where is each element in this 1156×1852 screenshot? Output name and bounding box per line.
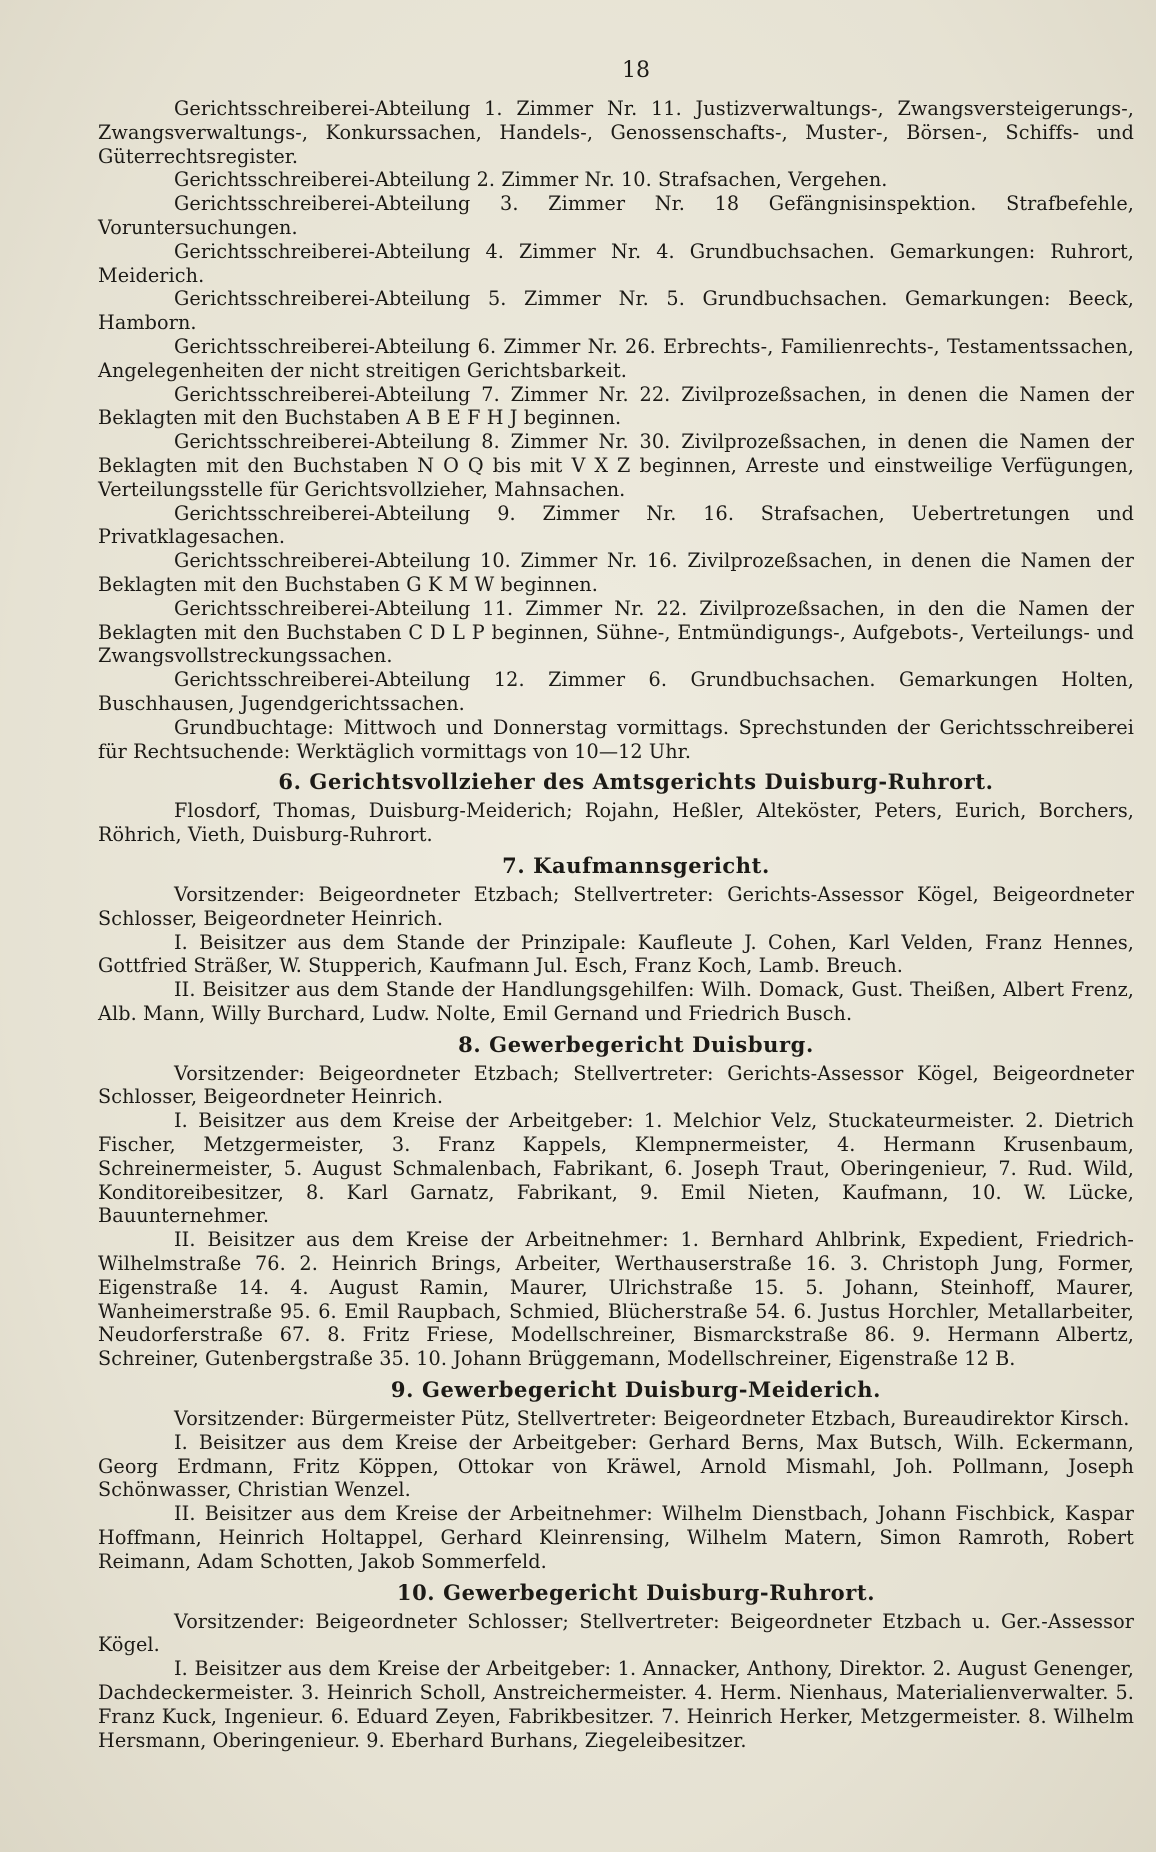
- paragraph: I. Beisitzer aus dem Kreise der Arbeitgeber: 1. Melchior Velz, Stuckateurmeister. 2. Dietrich Fischer, Metzgermeister, 3. Franz Kappels, Klempnermeister, 4. Hermann Krusenbaum, Schreinermeister, 5. August Schmalenbach, Fabrikant, 6. Joseph Traut, Oberingenieur, 7. Rud. Wild, Konditoreibesitzer, 8. Karl Garnatz, Fabrikant, 9. Emil Nieten, Kaufmann, 10. W. Lücke, Bauunternehmer.: [98, 1109, 1134, 1228]
- paragraph: Gerichtsschreiberei-Abteilung 2. Zimmer Nr. 10. Strafsachen, Vergehen.: [174, 168, 888, 192]
- paragraph: II. Beisitzer aus dem Kreise der Arbeitnehmer: Wilhelm Dienstbach, Johann Fischbick, Kaspar Hoffmann, Heinrich Holtappel, Gerhard Kleinrensing, Wilhelm Matern, Simon Ramroth, Robert Reimann, Adam Schotten, Jakob Sommerfeld.: [98, 1502, 1134, 1573]
- paragraph: Vorsitzender: Beigeordneter Schlosser; Stellvertreter: Beigeordneter Etzbach u. Ger.-Assessor Kögel.: [98, 1609, 1134, 1657]
- paragraph: Gerichtsschreiberei-Abteilung 12. Zimmer 6. Grundbuchsachen. Gemarkungen Holten, Buschhausen, Jugendgerichtssachen.: [98, 668, 1134, 715]
- paragraph: Flosdorf, Thomas, Duisburg-Meiderich; Rojahn, Heßler, Alteköster, Peters, Eurich, Borchers, Röhrich, Vieth, Duisburg-Ruhrort.: [98, 799, 1134, 847]
- paragraph: Gerichtsschreiberei-Abteilung 5. Zimmer Nr. 5. Grundbuchsachen. Gemarkungen: Beeck, Hamborn.: [98, 287, 1134, 335]
- paragraph: I. Beisitzer aus dem Kreise der Arbeitgeber: 1. Annacker, Anthony, Direktor. 2. August Genenger, Dachdeckermeister. 3. Heinrich Scholl, Anstreichermeister. 4. Herm. Nienhaus, Materialienverwalter. 5. Franz Kuck, Ingenieur. 6. Eduard Zeyen, Fabrikbesitzer. 7. Heinrich Herker, Metzgermeister. 8. Wilhelm Hersmann, Oberingenieur. 9. Eberhard Burhans, Ziegeleibesitzer.: [98, 1657, 1134, 1752]
- paragraph: I. Beisitzer aus dem Stande der Prinzipale: Kaufleute J. Cohen, Karl Velden, Franz Hennes, Gottfried Sträßer, W. Stupperich, Kaufmann Jul. Esch, Franz Koch, Lamb. Breuch.: [98, 930, 1134, 978]
- section-heading-gewerbegericht-ruhrort: 10. Gewerbegericht Duisburg-Ruhrort.: [396, 1579, 876, 1605]
- paragraph: II. Beisitzer aus dem Stande der Handlungsgehilfen: Wilh. Domack, Gust. Theißen, Albert Frenz, Alb. Mann, Willy Burchard, Ludw. Nolte, Emil Gernand und Friedrich Busch.: [98, 978, 1134, 1025]
- section-heading-kaufmannsgericht: 7. Kaufmannsgericht.: [502, 852, 770, 878]
- paragraph: Gerichtsschreiberei-Abteilung 7. Zimmer Nr. 22. Zivilprozeßsachen, in denen die Namen der Beklagten mit den Buchstaben A B E F H J beginnen.: [98, 382, 1134, 430]
- page-number: 18: [622, 58, 650, 83]
- section-heading-gewerbegericht-duisburg: 8. Gewerbegericht Duisburg.: [458, 1031, 814, 1057]
- paragraph: Vorsitzender: Beigeordneter Etzbach; Stellvertreter: Gerichts-Assessor Kögel, Beigeordneter Schlosser, Beigeordneter Heinrich.: [98, 1061, 1134, 1109]
- paragraph: Gerichtsschreiberei-Abteilung 3. Zimmer Nr. 18 Gefängnisinspektion. Strafbefehle, Voruntersuchungen.: [98, 192, 1134, 239]
- paragraph: Gerichtsschreiberei-Abteilung 8. Zimmer Nr. 30. Zivilprozeßsachen, in denen die Namen der Beklagten mit den Buchstaben N O Q bis mit V X Z beginnen, Arreste und einstweilige Verfügungen, Verteilungsstelle für Gerichtsvollzieher, Mahnsachen.: [98, 430, 1134, 501]
- paragraph: Grundbuchtage: Mittwoch und Donnerstag vormittags. Sprechstunden der Gerichtsschreiberei für Rechtsuchende: Werktäglich vormittags von 10—12 Uhr.: [98, 715, 1134, 763]
- section-heading-gewerbegericht-meiderich: 9. Gewerbegericht Duisburg-Meiderich.: [390, 1377, 882, 1403]
- paragraph: Gerichtsschreiberei-Abteilung 11. Zimmer Nr. 22. Zivilprozeßsachen, in den die Namen der Beklagten mit den Buchstaben C D L P beginnen, Sühne-, Entmündigungs-, Aufgebots-, Verteilungs- und Zwangsvollstreckungssachen.: [98, 596, 1134, 668]
- paragraph: Vorsitzender: Bürgermeister Pütz, Stellvertreter: Beigeordneter Etzbach, Bureaudirektor Kirsch.: [174, 1407, 1130, 1431]
- section-heading-gerichtsvollzieher: 6. Gerichtsvollzieher des Amtsgerichts Duisburg-Ruhrort.: [278, 769, 994, 795]
- paragraph: Gerichtsschreiberei-Abteilung 1. Zimmer Nr. 11. Justizverwaltungs-, Zwangsversteigerungs-, Zwangsverwaltungs-, Konkurssachen, Handels-, Genossenschafts-, Muster-, Börsen-, Schiffs- und Güterrechtsregister.: [98, 97, 1134, 168]
- paragraph: I. Beisitzer aus dem Kreise der Arbeitgeber: Gerhard Berns, Max Butsch, Wilh. Eckermann, Georg Erdmann, Fritz Köppen, Ottokar von Kräwel, Arnold Mismahl, Joh. Pollmann, Joseph Schönwasser, Christian Wenzel.: [98, 1430, 1134, 1502]
- paragraph: Gerichtsschreiberei-Abteilung 9. Zimmer Nr. 16. Strafsachen, Uebertretungen und Privatklagesachen.: [98, 501, 1134, 549]
- paragraph: Gerichtsschreiberei-Abteilung 10. Zimmer Nr. 16. Zivilprozeßsachen, in denen die Namen der Beklagten mit den Buchstaben G K M W beginnen.: [98, 549, 1134, 596]
- paragraph: Gerichtsschreiberei-Abteilung 6. Zimmer Nr. 26. Erbrechts-, Familienrechts-, Testamentssachen, Angelegenheiten der nicht streitigen Gerichtsbarkeit.: [98, 334, 1134, 382]
- paragraph: Vorsitzender: Beigeordneter Etzbach; Stellvertreter: Gerichts-Assessor Kögel, Beigeordneter Schlosser, Beigeordneter Heinrich.: [98, 882, 1134, 930]
- paragraph: Gerichtsschreiberei-Abteilung 4. Zimmer Nr. 4. Grundbuchsachen. Gemarkungen: Ruhrort, Meiderich.: [98, 239, 1134, 287]
- paragraph: II. Beisitzer aus dem Kreise der Arbeitnehmer: 1. Bernhard Ahlbrink, Expedient, Friedrich-Wilhelmstraße 76. 2. Heinrich Brings, Arbeiter, Werthauserstraße 16. 3. Christoph Jung, Former, Eigenstraße 14. 4. August Ramin, Maurer, Ulrichstraße 15. 5. Johann, Steinhoff, Maurer, Wanheimerstraße 95. 6. Emil Raupbach, Schmied, Blücherstraße 54. 6. Justus Horchler, Metallarbeiter, Neudorferstraße 67. 8. Fritz Friese, Modellschreiner, Bismarckstraße 86. 9. Hermann Albertz, Schreiner, Gutenbergstraße 35. 10. Johann Brüggemann, Modellschreiner, Eigenstraße 12 B.: [98, 1228, 1134, 1371]
